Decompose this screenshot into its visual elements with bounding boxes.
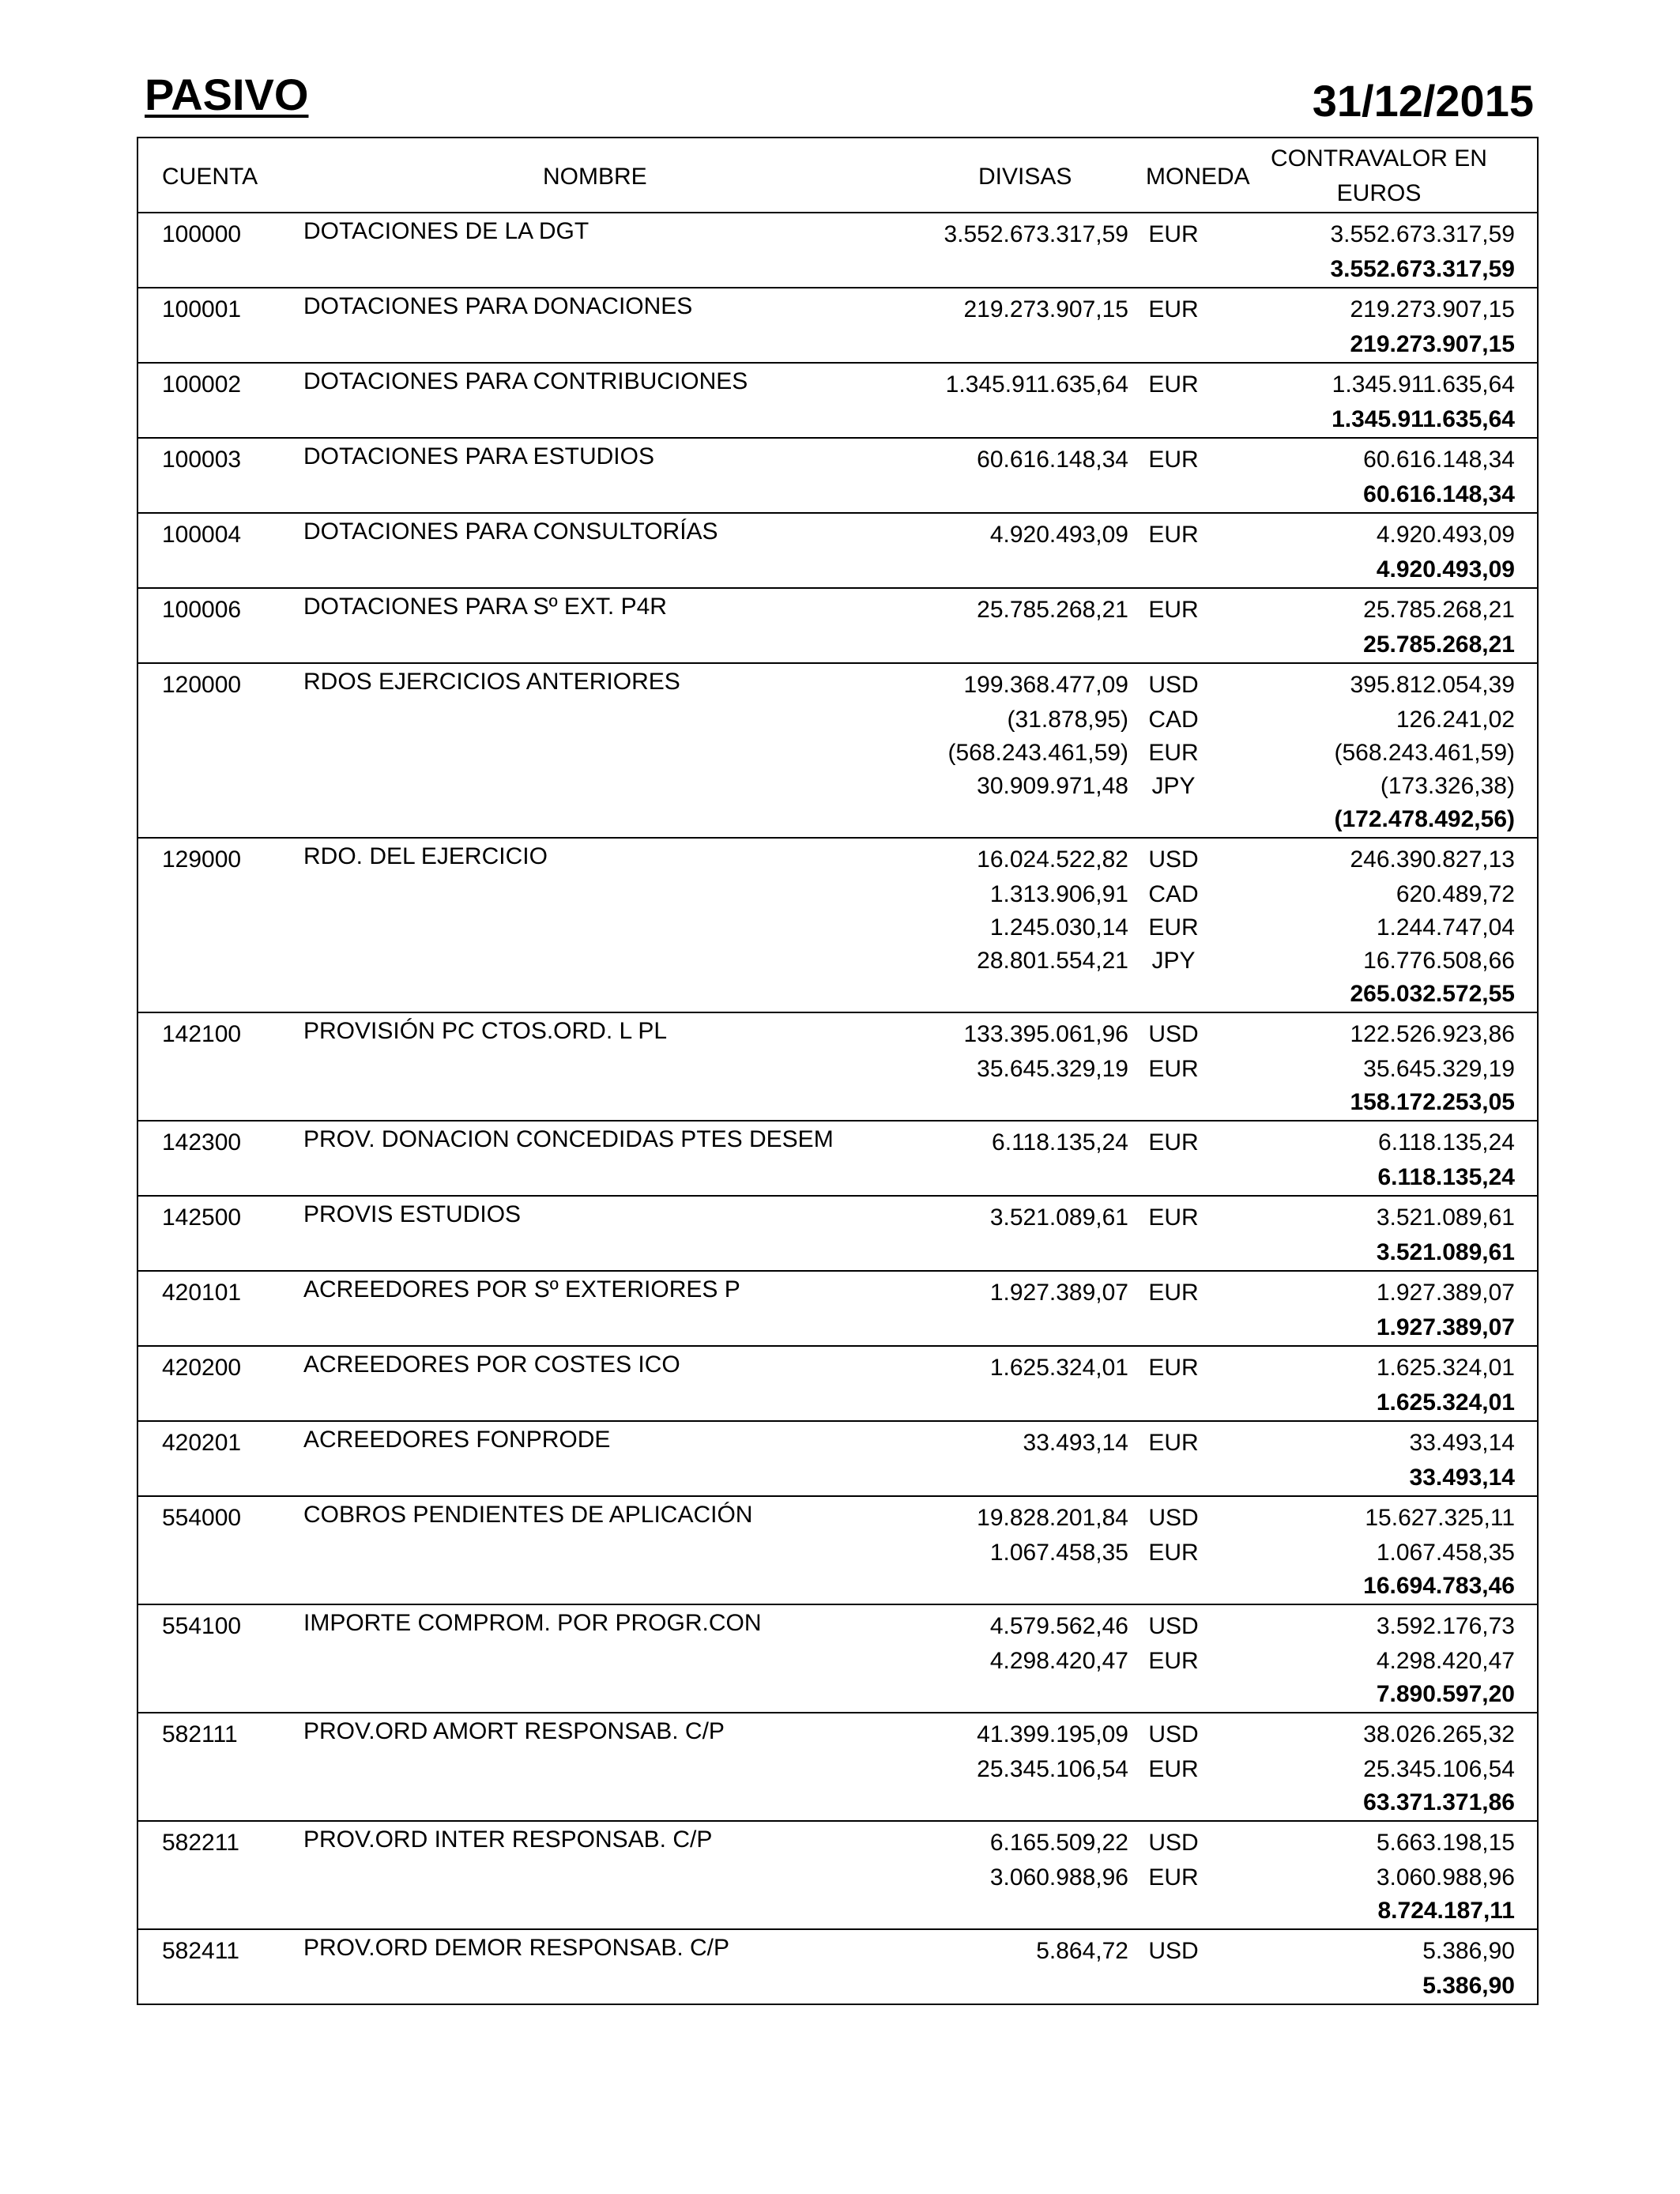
account-block [138, 839, 1537, 1013]
account-total: 4.920.493,09 [1376, 556, 1515, 582]
currency-code: EUR [1148, 447, 1199, 473]
euro-value: 5.386,90 [1422, 1938, 1515, 1964]
currency-code: EUR [1148, 1355, 1199, 1381]
currency-code: EUR [1148, 1540, 1199, 1566]
euro-value: 246.390.827,13 [1350, 846, 1515, 873]
account-block [138, 1605, 1537, 1713]
account-total: 1.625.324,01 [1376, 1389, 1515, 1416]
header-moneda: MONEDA [1146, 164, 1250, 190]
table-row [138, 1200, 1537, 1235]
account-code: 582111 [162, 1721, 238, 1747]
account-name: RDOS EJERCICIOS ANTERIORES [303, 669, 680, 695]
table-body [138, 213, 1537, 2004]
table-row [138, 1500, 1537, 1535]
total-row [138, 801, 1537, 835]
account-block [138, 1497, 1537, 1605]
euro-value: 25.345.106,54 [1363, 1756, 1515, 1782]
table-row [138, 943, 1537, 976]
euro-value: 5.663.198,15 [1376, 1830, 1515, 1856]
account-name: ACREEDORES POR COSTES ICO [303, 1351, 680, 1378]
account-name: IMPORTE COMPROM. POR PROGR.CON [303, 1610, 762, 1636]
account-total: 219.273.907,15 [1350, 331, 1515, 357]
currency-amount: 19.828.201,84 [977, 1505, 1128, 1531]
account-block [138, 1197, 1537, 1272]
account-block [138, 589, 1537, 664]
account-code: 142300 [162, 1129, 242, 1155]
currency-amount: 3.060.988,96 [989, 1864, 1128, 1891]
total-row [138, 401, 1537, 435]
liabilities-table [137, 137, 1539, 2005]
currency-code: EUR [1148, 1129, 1199, 1155]
total-row [138, 1385, 1537, 1418]
account-total: 265.032.572,55 [1350, 981, 1515, 1007]
table-header [138, 138, 1537, 213]
table-row [138, 517, 1537, 552]
euro-value: 122.526.923,86 [1350, 1021, 1515, 1047]
account-code: 100003 [162, 447, 242, 473]
table-row [138, 702, 1537, 735]
table-row [138, 1016, 1537, 1051]
page-title: PASIVO [145, 70, 309, 119]
account-total: (172.478.492,56) [1334, 806, 1515, 832]
currency-code: EUR [1148, 1280, 1199, 1306]
currency-amount: 30.909.971,48 [977, 773, 1128, 799]
table-row [138, 1643, 1537, 1676]
account-total: 25.785.268,21 [1363, 631, 1515, 658]
header-nombre: NOMBRE [543, 164, 647, 190]
account-name: PROVISIÓN PC CTOS.ORD. L PL [303, 1018, 668, 1044]
account-total: 1.927.389,07 [1376, 1314, 1515, 1340]
total-row [138, 1084, 1537, 1118]
account-code: 142500 [162, 1204, 242, 1231]
table-row [138, 1275, 1537, 1310]
table-row [138, 842, 1537, 876]
table-row [138, 1751, 1537, 1785]
account-total: 6.118.135,24 [1377, 1164, 1515, 1190]
account-total: 8.724.187,11 [1377, 1898, 1515, 1924]
euro-value: 6.118.135,24 [1378, 1129, 1515, 1155]
currency-code: USD [1148, 1505, 1199, 1531]
account-block [138, 1122, 1537, 1197]
table-row [138, 1860, 1537, 1893]
currency-amount: 5.864,72 [1036, 1938, 1128, 1964]
table-row [138, 1535, 1537, 1568]
total-row [138, 326, 1537, 360]
table-row [138, 1717, 1537, 1751]
account-code: 554100 [162, 1613, 242, 1639]
account-code: 100006 [162, 597, 242, 623]
table-row [138, 910, 1537, 943]
euro-value: 1.625.324,01 [1376, 1355, 1515, 1381]
header-contravalor: CONTRAVALOR EN EUROS [1271, 145, 1487, 206]
currency-amount: 1.345.911.635,64 [945, 371, 1128, 398]
account-code: 554000 [162, 1505, 242, 1531]
report-date: 31/12/2015 [1312, 76, 1534, 126]
table-row [138, 1825, 1537, 1860]
account-block [138, 1347, 1537, 1422]
euro-value: 15.627.325,11 [1365, 1505, 1515, 1531]
euro-value: 1.345.911.635,64 [1332, 371, 1515, 398]
account-name: DOTACIONES DE LA DGT [303, 218, 590, 244]
euro-value: (568.243.461,59) [1334, 740, 1515, 766]
table-row [138, 442, 1537, 477]
euro-value: 3.552.673.317,59 [1330, 221, 1515, 247]
account-code: 582411 [162, 1938, 239, 1964]
euro-value: 126.241,02 [1396, 707, 1515, 733]
currency-amount: 4.298.420,47 [989, 1648, 1128, 1674]
currency-code: USD [1148, 672, 1199, 698]
currency-amount: 25.345.106,54 [977, 1756, 1128, 1782]
account-code: 100000 [162, 221, 242, 247]
currency-code: USD [1148, 1830, 1199, 1856]
currency-code: JPY [1151, 948, 1196, 974]
account-total: 3.552.673.317,59 [1330, 256, 1515, 282]
table-row [138, 768, 1537, 801]
account-name: DOTACIONES PARA ESTUDIOS [303, 443, 654, 469]
currency-amount: 133.395.061,96 [963, 1021, 1128, 1047]
currency-code: USD [1148, 1613, 1199, 1639]
account-name: COBROS PENDIENTES DE APLICACIÓN [303, 1502, 753, 1528]
currency-code: EUR [1148, 522, 1199, 548]
account-code: 420200 [162, 1355, 242, 1381]
currency-amount: 219.273.907,15 [963, 296, 1128, 322]
account-block [138, 364, 1537, 439]
currency-amount: 16.024.522,82 [977, 846, 1128, 873]
total-row [138, 1968, 1537, 2001]
account-code: 120000 [162, 672, 242, 698]
currency-amount: (568.243.461,59) [947, 740, 1128, 766]
account-block [138, 1930, 1537, 2004]
account-total: 60.616.148,34 [1363, 481, 1515, 507]
currency-amount: (31.878,95) [1007, 707, 1128, 733]
table-row [138, 1125, 1537, 1159]
account-total: 33.493,14 [1409, 1465, 1515, 1491]
euro-value: 33.493,14 [1409, 1430, 1515, 1456]
account-code: 582211 [162, 1830, 239, 1856]
currency-code: EUR [1148, 1756, 1199, 1782]
currency-amount: 199.368.477,09 [963, 672, 1128, 698]
account-total: 5.386,90 [1422, 1973, 1515, 1999]
euro-value: 60.616.148,34 [1363, 447, 1515, 473]
currency-amount: 60.616.148,34 [977, 447, 1128, 473]
currency-code: EUR [1148, 1056, 1199, 1082]
currency-code: EUR [1148, 371, 1199, 398]
account-block [138, 1013, 1537, 1122]
account-code: 100002 [162, 371, 242, 398]
account-code: 420101 [162, 1280, 242, 1306]
table-row [138, 1425, 1537, 1460]
currency-code: EUR [1148, 296, 1199, 322]
account-code: 420201 [162, 1430, 242, 1456]
total-row [138, 1310, 1537, 1343]
currency-code: EUR [1148, 221, 1199, 247]
currency-code: USD [1148, 1721, 1199, 1747]
currency-code: EUR [1148, 597, 1199, 623]
total-row [138, 477, 1537, 510]
euro-value: 1.244.747,04 [1376, 914, 1515, 941]
account-code: 142100 [162, 1021, 242, 1047]
table-row [138, 876, 1537, 910]
currency-amount: 33.493,14 [1023, 1430, 1128, 1456]
currency-amount: 6.118.135,24 [992, 1129, 1128, 1155]
account-name: PROV.ORD INTER RESPONSAB. C/P [303, 1826, 713, 1853]
account-name: PROV.ORD AMORT RESPONSAB. C/P [303, 1718, 725, 1744]
table-row [138, 1933, 1537, 1968]
currency-code: CAD [1148, 707, 1199, 733]
euro-value: 38.026.265,32 [1363, 1721, 1515, 1747]
table-row [138, 1350, 1537, 1385]
currency-code: USD [1148, 846, 1199, 873]
total-row [138, 1676, 1537, 1710]
account-block [138, 664, 1537, 839]
total-row [138, 1785, 1537, 1818]
header-cuenta: CUENTA [162, 164, 258, 190]
currency-amount: 3.521.089,61 [989, 1204, 1128, 1231]
total-row [138, 1235, 1537, 1268]
euro-value: 219.273.907,15 [1350, 296, 1515, 322]
total-row [138, 1568, 1537, 1601]
euro-value: 3.060.988,96 [1376, 1864, 1515, 1891]
euro-value: 35.645.329,19 [1363, 1056, 1515, 1082]
total-row [138, 1893, 1537, 1926]
account-total: 16.694.783,46 [1363, 1573, 1515, 1599]
euro-value: 1.067.458,35 [1376, 1540, 1515, 1566]
account-block [138, 1713, 1537, 1822]
currency-amount: 1.313.906,91 [989, 881, 1128, 907]
currency-code: CAD [1148, 881, 1199, 907]
total-row [138, 627, 1537, 660]
account-name: RDO. DEL EJERCICIO [303, 843, 548, 869]
account-name: ACREEDORES FONPRODE [303, 1427, 611, 1453]
account-block [138, 514, 1537, 589]
table-row [138, 592, 1537, 627]
currency-code: EUR [1148, 1648, 1199, 1674]
currency-code: EUR [1148, 1204, 1199, 1231]
total-row [138, 1460, 1537, 1493]
account-total: 3.521.089,61 [1376, 1239, 1515, 1265]
account-name: ACREEDORES POR Sº EXTERIORES P [303, 1276, 740, 1302]
account-name: DOTACIONES PARA Sº EXT. P4R [303, 594, 667, 620]
table-row [138, 1051, 1537, 1084]
account-total: 158.172.253,05 [1350, 1089, 1515, 1115]
table-row [138, 217, 1537, 251]
total-row [138, 976, 1537, 1009]
currency-amount: 1.927.389,07 [989, 1280, 1128, 1306]
table-row [138, 292, 1537, 326]
euro-value: 4.298.420,47 [1376, 1648, 1515, 1674]
euro-value: 4.920.493,09 [1376, 522, 1515, 548]
account-block [138, 1272, 1537, 1347]
account-code: 100004 [162, 522, 242, 548]
account-total: 1.345.911.635,64 [1332, 406, 1515, 432]
currency-amount: 6.165.509,22 [989, 1830, 1128, 1856]
currency-amount: 4.920.493,09 [989, 522, 1128, 548]
euro-value: 3.521.089,61 [1376, 1204, 1515, 1231]
euro-value: 25.785.268,21 [1363, 597, 1515, 623]
account-block [138, 1822, 1537, 1930]
currency-code: EUR [1148, 1430, 1199, 1456]
currency-amount: 41.399.195,09 [977, 1721, 1128, 1747]
account-name: PROV. DONACION CONCEDIDAS PTES DESEM [303, 1126, 834, 1152]
header-divisas: DIVISAS [978, 164, 1072, 190]
currency-code: EUR [1148, 914, 1199, 941]
account-block [138, 288, 1537, 364]
euro-value: 3.592.176,73 [1376, 1613, 1515, 1639]
total-row [138, 1159, 1537, 1193]
currency-amount: 1.625.324,01 [989, 1355, 1128, 1381]
account-total: 63.371.371,86 [1363, 1789, 1515, 1815]
currency-amount: 28.801.554,21 [977, 948, 1128, 974]
currency-code: USD [1148, 1021, 1199, 1047]
account-name: PROVIS ESTUDIOS [303, 1201, 522, 1227]
currency-amount: 35.645.329,19 [977, 1056, 1128, 1082]
euro-value: 1.927.389,07 [1376, 1280, 1515, 1306]
currency-amount: 1.067.458,35 [989, 1540, 1128, 1566]
euro-value: (173.326,38) [1380, 773, 1515, 799]
table-row [138, 735, 1537, 768]
account-name: PROV.ORD DEMOR RESPONSAB. C/P [303, 1935, 730, 1961]
account-name: DOTACIONES PARA CONSULTORÍAS [303, 518, 718, 545]
account-name: DOTACIONES PARA DONACIONES [303, 293, 693, 319]
euro-value: 16.776.508,66 [1363, 948, 1515, 974]
account-name: DOTACIONES PARA CONTRIBUCIONES [303, 368, 748, 394]
account-total: 7.890.597,20 [1376, 1681, 1515, 1707]
euro-value: 395.812.054,39 [1350, 672, 1515, 698]
currency-code: EUR [1148, 740, 1199, 766]
table-row [138, 1608, 1537, 1643]
currency-amount: 3.552.673.317,59 [944, 221, 1128, 247]
table-row [138, 667, 1537, 702]
currency-code: USD [1148, 1938, 1199, 1964]
currency-amount: 25.785.268,21 [977, 597, 1128, 623]
account-code: 100001 [162, 296, 242, 322]
euro-value: 620.489,72 [1396, 881, 1515, 907]
account-block [138, 1422, 1537, 1497]
account-block [138, 213, 1537, 288]
currency-code: JPY [1151, 773, 1196, 799]
total-row [138, 552, 1537, 585]
currency-code: EUR [1148, 1864, 1199, 1891]
account-code: 129000 [162, 846, 242, 873]
total-row [138, 251, 1537, 285]
account-block [138, 439, 1537, 514]
currency-amount: 4.579.562,46 [989, 1613, 1128, 1639]
currency-amount: 1.245.030,14 [989, 914, 1128, 941]
table-row [138, 367, 1537, 401]
